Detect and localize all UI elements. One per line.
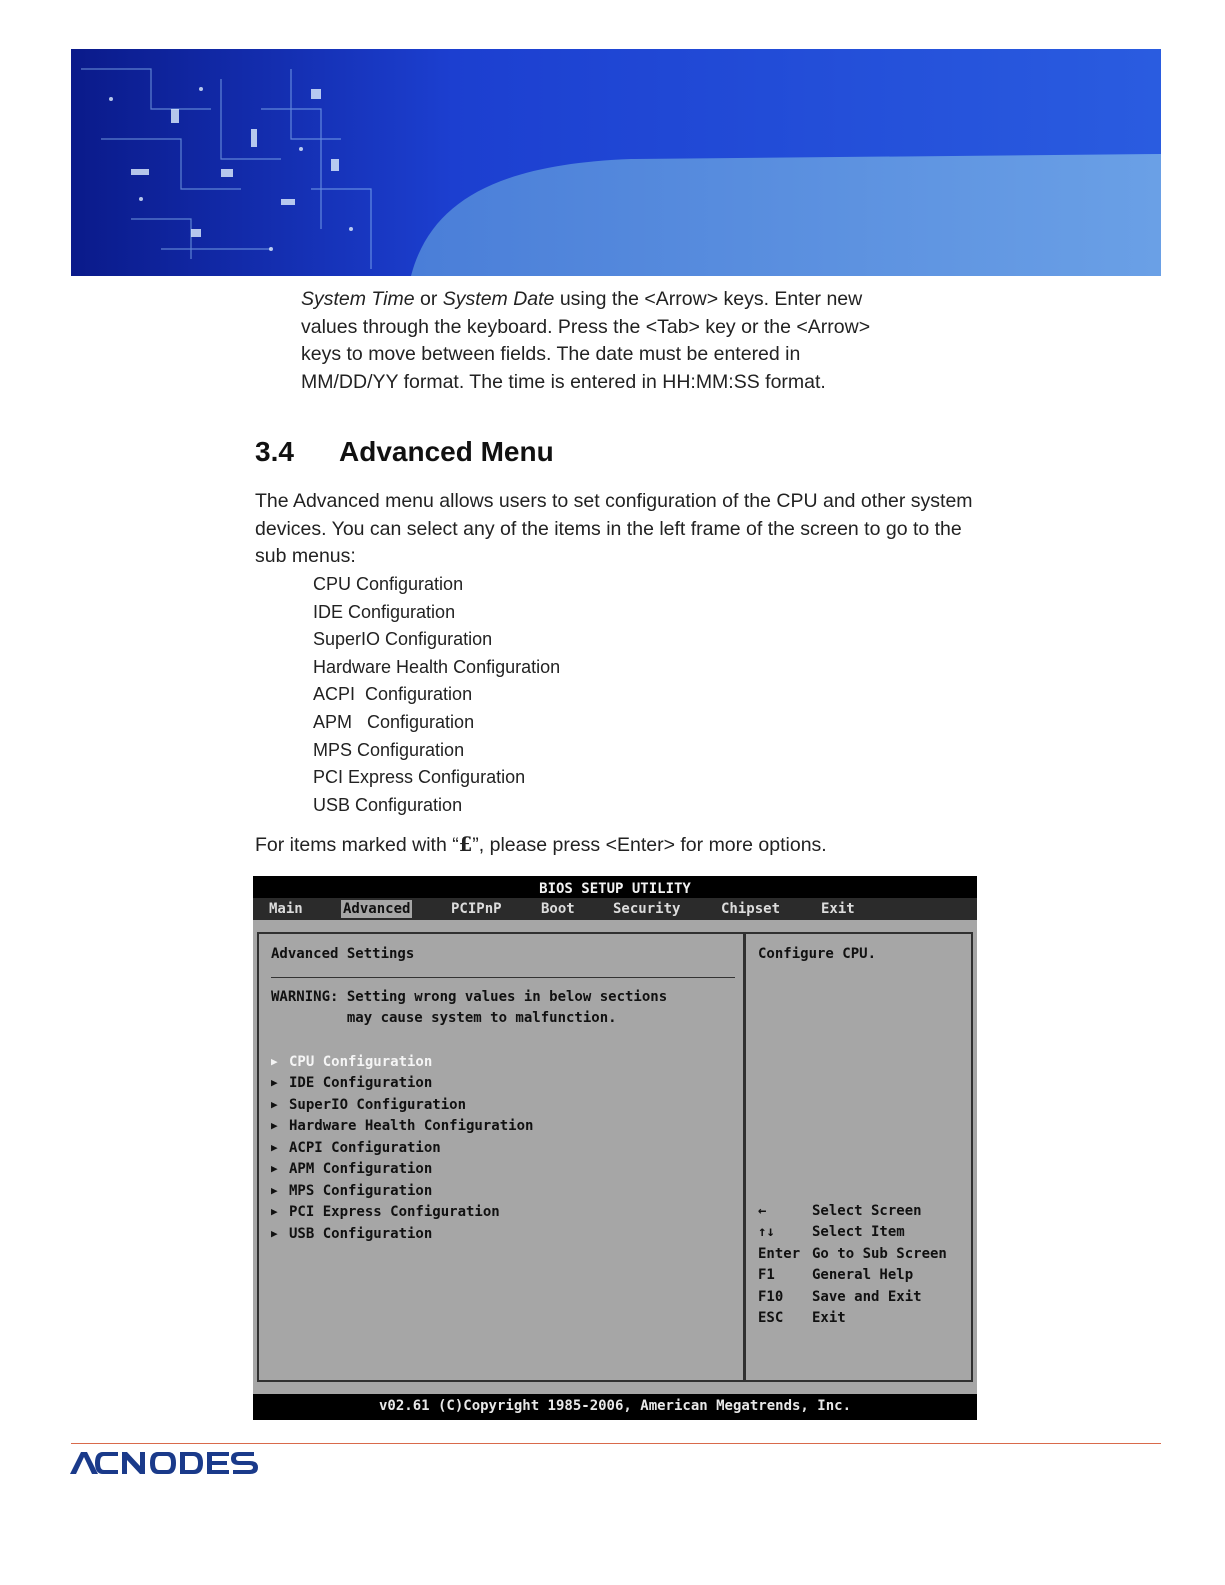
list-item: Hardware Health Configuration	[313, 656, 561, 677]
key-help-row	[758, 1287, 922, 1308]
key-action: Select Screen	[812, 1203, 922, 1219]
help-text: Configure CPU.	[758, 946, 877, 962]
warning-line: may cause system to malfunction.	[271, 1010, 617, 1026]
key-action: General Help	[812, 1267, 914, 1283]
menu-item-label: SuperIO Configuration	[289, 1097, 467, 1113]
list-item: SuperIO Configuration	[313, 629, 493, 650]
acnodes-logo	[70, 1452, 270, 1481]
list-item: APM Configuration	[313, 711, 475, 732]
key-action: Go to Sub Screen	[812, 1246, 947, 1262]
key-help-row	[758, 1222, 905, 1243]
tab-chipset[interactable]: Chipset	[721, 901, 781, 917]
system-time-term: System Time	[301, 288, 415, 310]
tab-boot[interactable]: Boot	[541, 901, 575, 917]
tab-exit[interactable]: Exit	[821, 901, 855, 917]
bios-footer: v02.61 (C)Copyright 1985-2006, American Megatrends, Inc.	[253, 1394, 977, 1420]
intro-line: values through the keyboard. Press the <Tab> key or the <Arrow>	[301, 315, 871, 338]
f1-key: F1	[758, 1267, 775, 1283]
menu-item-apm[interactable]	[271, 1158, 432, 1180]
triangle-right-icon: ▶	[271, 1227, 278, 1240]
bios-tab-bar	[253, 898, 977, 920]
list-item: MPS Configuration	[313, 739, 465, 760]
footer-rule	[71, 1443, 1161, 1444]
menu-item-label: PCI Express Configuration	[289, 1204, 500, 1220]
menu-item-label: MPS Configuration	[289, 1183, 433, 1199]
key-help-row	[758, 1201, 922, 1222]
menu-item-usb[interactable]	[271, 1223, 432, 1245]
menu-item-pci-express[interactable]	[271, 1201, 500, 1223]
triangle-right-icon: ▶	[271, 1098, 278, 1111]
help-panel	[744, 932, 973, 1382]
menu-item-label: ACPI Configuration	[289, 1140, 441, 1156]
tab-advanced[interactable]: Advanced	[343, 901, 411, 917]
note-text: For items marked with “	[255, 834, 459, 856]
triangle-right-icon: ▶	[271, 1141, 278, 1154]
header-banner	[71, 49, 1161, 276]
settings-heading: Advanced Settings	[271, 946, 415, 962]
section-heading	[255, 436, 554, 468]
tab-main[interactable]: Main	[269, 901, 303, 917]
circuit-board-image	[71, 49, 1161, 276]
left-arrow-key: ←	[758, 1203, 767, 1219]
list-item: IDE Configuration	[313, 601, 456, 622]
settings-panel	[257, 932, 745, 1382]
list-item: USB Configuration	[313, 794, 463, 815]
list-item: PCI Express Configuration	[313, 767, 526, 788]
triangle-right-icon: ▶	[271, 1076, 278, 1089]
key-action: Select Item	[812, 1224, 905, 1240]
enter-note	[255, 831, 827, 859]
bios-title: BIOS SETUP UTILITY	[253, 876, 977, 898]
list-item: CPU Configuration	[313, 574, 464, 594]
warning-line: WARNING: Setting wrong values in below sections	[271, 989, 668, 1005]
key-action: Save and Exit	[812, 1289, 922, 1305]
menu-item-label: Hardware Health Configuration	[289, 1118, 534, 1134]
key-help-row	[758, 1308, 846, 1329]
menu-item-cpu[interactable]	[271, 1051, 432, 1073]
menu-item-superio[interactable]	[271, 1094, 466, 1116]
triangle-right-icon: ▶	[271, 1205, 278, 1218]
triangle-right-icon: ▶	[271, 1119, 278, 1132]
menu-item-ide[interactable]	[271, 1072, 432, 1094]
triangle-right-icon: ▶	[271, 1184, 278, 1197]
note-text: ”, please press <Enter> for more options.	[472, 834, 827, 856]
menu-item-hardware-health[interactable]	[271, 1115, 533, 1137]
acnodes-logo-mark	[70, 1452, 270, 1476]
triangle-right-icon: ▶	[271, 1055, 278, 1068]
section-title: Advanced Menu	[339, 436, 554, 467]
f10-key: F10	[758, 1289, 784, 1305]
section-number: 3.4	[255, 436, 294, 467]
menu-item-label: USB Configuration	[289, 1226, 433, 1242]
section-paragraph: The Advanced menu allows users to set configuration of the CPU and other system devices. You can select any of the items in the left frame of the screen to go to the sub menus:	[255, 490, 973, 567]
intro-text: or	[414, 288, 443, 310]
key-action: Exit	[812, 1310, 846, 1326]
menu-item-label: CPU Configuration	[289, 1054, 433, 1070]
menu-item-label: APM Configuration	[289, 1161, 433, 1177]
key-help-row	[758, 1244, 947, 1265]
up-down-arrow-key: ↑↓	[758, 1224, 775, 1240]
intro-text: using the <Arrow> keys. Enter new	[554, 288, 863, 310]
key-help-row	[758, 1265, 913, 1286]
submenu-list	[313, 571, 560, 819]
triangle-right-icon: ▶	[271, 1162, 278, 1175]
menu-item-label: IDE Configuration	[289, 1075, 433, 1091]
divider	[271, 977, 735, 978]
intro-line: keys to move between fields. The date must be entered in	[301, 343, 801, 365]
menu-item-acpi[interactable]	[271, 1137, 441, 1159]
submenu-marker-icon: £	[458, 833, 473, 856]
tab-security[interactable]: Security	[613, 901, 681, 917]
enter-key: Enter	[758, 1246, 801, 1262]
esc-key: ESC	[758, 1310, 784, 1326]
bios-screenshot	[253, 876, 977, 1420]
list-item: ACPI Configuration	[313, 684, 473, 705]
system-date-term: System Date	[442, 288, 555, 310]
intro-line: MM/DD/YY format. The time is entered in HH:MM:SS format.	[301, 370, 826, 393]
menu-item-mps[interactable]	[271, 1180, 432, 1202]
intro-paragraph	[301, 286, 1001, 396]
tab-pcipnp[interactable]: PCIPnP	[451, 901, 502, 917]
